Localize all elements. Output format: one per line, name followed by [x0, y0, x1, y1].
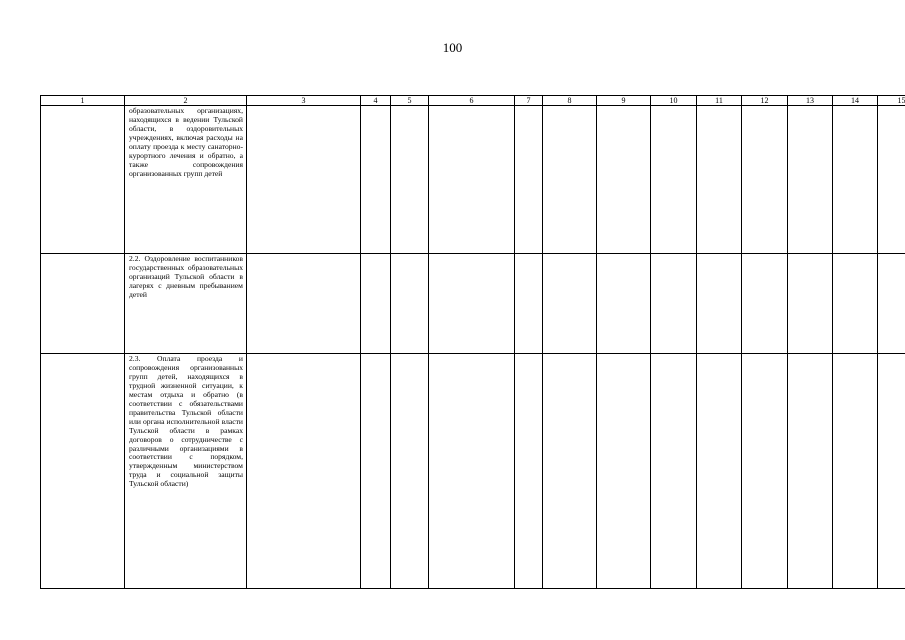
page-number: 100 — [442, 40, 463, 55]
table-cell — [833, 254, 878, 354]
table-cell — [515, 254, 543, 354]
table-cell — [697, 106, 742, 254]
column-header: 4 — [361, 96, 391, 106]
data-table — [40, 95, 905, 589]
table-cell — [247, 254, 361, 354]
table-row — [41, 254, 905, 354]
table-header-row — [41, 96, 905, 106]
table-cell — [391, 354, 429, 589]
row-description: 2.2. Оздоровление воспитанников государственных образовательных организаций Тульской области в лагерях с дневным пребыванием детей — [129, 254, 243, 299]
column-header: 5 — [391, 96, 429, 106]
table-cell — [361, 254, 391, 354]
column-header: 15 — [878, 96, 905, 106]
table-cell — [697, 254, 742, 354]
column-header: 14 — [833, 96, 878, 106]
table-row — [41, 354, 905, 589]
table-cell — [247, 354, 361, 589]
table-cell — [697, 354, 742, 589]
row-description: образовательных организациях, находящихся в ведении Тульской области, в оздоровительных учреждениях, включая расходы на оплату проезда к месту санаторно-курортного лечения и обратно, а также сопровождения организованных групп детей — [129, 106, 243, 178]
table-cell — [41, 106, 125, 254]
column-header: 3 — [247, 96, 361, 106]
table-cell — [429, 254, 515, 354]
column-header: 8 — [543, 96, 597, 106]
table-cell — [391, 254, 429, 354]
table-cell — [543, 106, 597, 254]
table-cell — [515, 354, 543, 589]
column-header: 13 — [788, 96, 833, 106]
table-cell — [361, 106, 391, 254]
table-cell — [878, 106, 905, 254]
table-cell — [543, 254, 597, 354]
table-cell — [41, 254, 125, 354]
table-cell — [125, 354, 247, 589]
column-header: 10 — [651, 96, 697, 106]
table-cell — [651, 354, 697, 589]
table-cell — [788, 354, 833, 589]
table-cell — [742, 106, 788, 254]
column-header: 6 — [429, 96, 515, 106]
column-header: 11 — [697, 96, 742, 106]
table-cell — [651, 106, 697, 254]
table-cell — [515, 106, 543, 254]
table-cell — [391, 106, 429, 254]
column-header: 12 — [742, 96, 788, 106]
column-header: 2 — [125, 96, 247, 106]
column-header: 1 — [41, 96, 125, 106]
table-cell — [651, 254, 697, 354]
row-description: 2.3. Оплата проезда и сопровождения организованных групп детей, находящихся в трудной жизненной ситуации, к местам отдыха и обратно (в соответствии с обязательствами правительства Тульской области или органа исполнительной власти Тульской области в рамках договоров о сотрудничестве с различными организациями в соответствии с порядком, утвержденным министерством труда и социальной защиты Тульской области) — [129, 354, 243, 489]
table-cell — [742, 354, 788, 589]
table-cell — [788, 106, 833, 254]
table-cell — [742, 254, 788, 354]
table-cell — [878, 354, 905, 589]
table-cell — [125, 106, 247, 254]
table-cell — [429, 106, 515, 254]
table-cell — [833, 106, 878, 254]
table-cell — [125, 254, 247, 354]
table-cell — [543, 354, 597, 589]
table-cell — [361, 354, 391, 589]
table-row — [41, 106, 905, 254]
table-cell — [833, 354, 878, 589]
table-cell — [41, 354, 125, 589]
column-header: 9 — [597, 96, 651, 106]
table-cell — [247, 106, 361, 254]
table-cell — [788, 254, 833, 354]
table-cell — [597, 254, 651, 354]
table-cell — [597, 354, 651, 589]
table-cell — [597, 106, 651, 254]
table-cell — [878, 254, 905, 354]
table-cell — [429, 354, 515, 589]
column-header: 7 — [515, 96, 543, 106]
